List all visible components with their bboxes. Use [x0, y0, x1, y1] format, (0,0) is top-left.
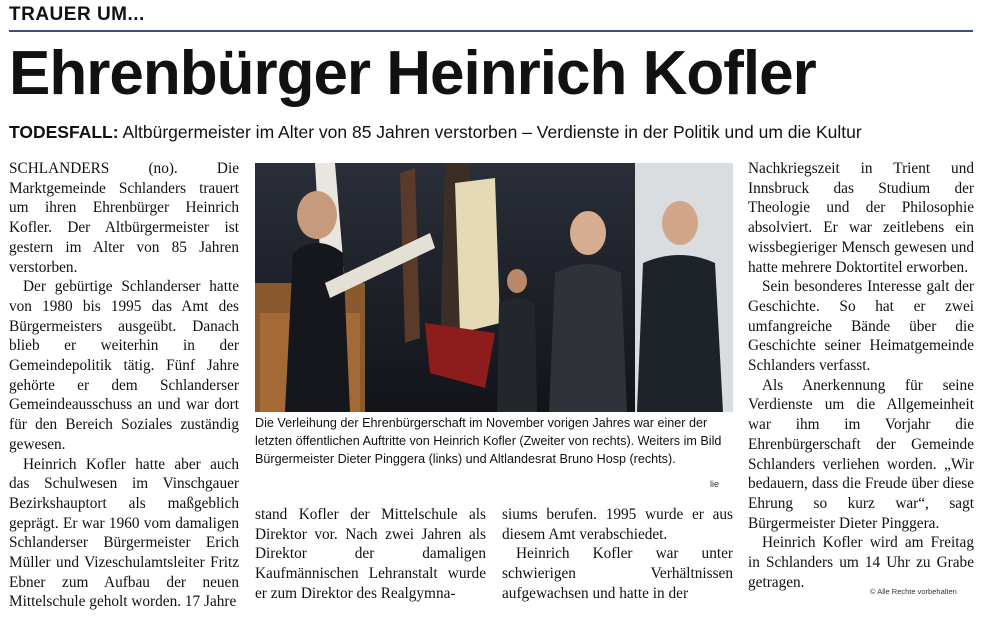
header-rule	[9, 30, 973, 32]
paragraph: Heinrich Kofler war unter schwierigen Verhältnissen aufgewachsen und hatte in der	[502, 545, 733, 602]
photo-credit: lie	[710, 479, 720, 489]
article-photo	[255, 163, 733, 412]
article-headline: Ehrenbürger Heinrich Kofler	[9, 39, 816, 108]
subheadline-text: Altbürgermeister im Alter von 85 Jahren verstorben – Verdienste in der Politik und um die Kultur	[118, 122, 862, 142]
paragraph: stand Kofler der Mittelschule als Direktor vor. Nach zwei Jahren als Direktor der damaligen Kaufmännischen Lehranstalt wurde er zum Direktor des Realgymna-	[255, 506, 486, 602]
text-column-1	[9, 159, 239, 612]
text-column-3	[502, 505, 733, 604]
paragraph: Als Anerkennung für seine Verdienste um die Allgemeinheit war ihm im Vorjahr die Ehrenbürgerschaft der Gemeinde Schlanders verliehen worden. „Wir bedauern, dass die Freude über diese Ehrung so kurz war“, sagt Bürgermeister Dieter Pinggera.	[748, 376, 974, 532]
subheadline-lead: TODESFALL:	[9, 122, 119, 142]
copyright-notice: © Alle Rechte vorbehalten	[870, 587, 957, 596]
paragraph: siums berufen. 1995 wurde er aus diesem Amt verabschiedet.	[502, 506, 733, 543]
text-column-2	[255, 505, 486, 604]
article-subheadline	[9, 122, 862, 143]
paragraph: Nachkriegszeit in Trient und Innsbruck das Studium der Theologie und der Philosophie absolviert. Er war zeitlebens ein wissbegieriger Mensch gewesen und hatte mehrere Doktortitel erworben.	[748, 160, 974, 276]
paragraph: Sein besonderes Interesse galt der Geschichte. So hat er zwei umfangreiche Bände über die Geschichte seiner Heimatgemeinde Schlanders verfasst.	[748, 278, 974, 375]
section-kicker: TRAUER UM...	[9, 4, 145, 25]
paragraph: Der gebürtige Schlanderser hatte von 1980 bis 1995 das Amt des Bürgermeisters ausgeübt. Danach blieb er weiterhin in der Gemeindepolitik tätig. Fünf Jahre gehörte er dem Schlanderser Gemeindeausschuss an und war dort für den Bereich Soziales zuständig gewesen.	[9, 278, 239, 453]
paragraph: Heinrich Kofler hatte aber auch das Schulwesen im Vinschgauer Bezirkshauptort als maßgeblich geprägt. Er war 1960 vom damaligen Schlanderser Bürgermeister Erich Müller und Vizeschulamtsleiter Fritz Ebner zum Aufbau der neuen Mittelschule geholt worden. 17 Jahre	[9, 455, 239, 611]
photo-caption	[255, 414, 733, 468]
paragraph: SCHLANDERS (no). Die Marktgemeinde Schlanders trauert um ihren Ehrenbürger Heinrich Kofler. Der Altbürgermeister ist gestern im Alter von 85 Jahren verstorben.	[9, 160, 239, 276]
caption-text: Die Verleihung der Ehrenbürgerschaft im November vorigen Jahres war einer der letzten öffentlichen Auftritte von Heinrich Kofler (Zweiter von rechts). Weiters im Bild Bürgermeister Dieter Pinggera (links) und Altlandesrat Bruno Hosp (rechts).	[255, 416, 722, 466]
text-column-4	[748, 159, 974, 592]
paragraph: Heinrich Kofler wird am Freitag in Schlanders um 14 Uhr zu Grabe getragen.	[748, 534, 974, 591]
